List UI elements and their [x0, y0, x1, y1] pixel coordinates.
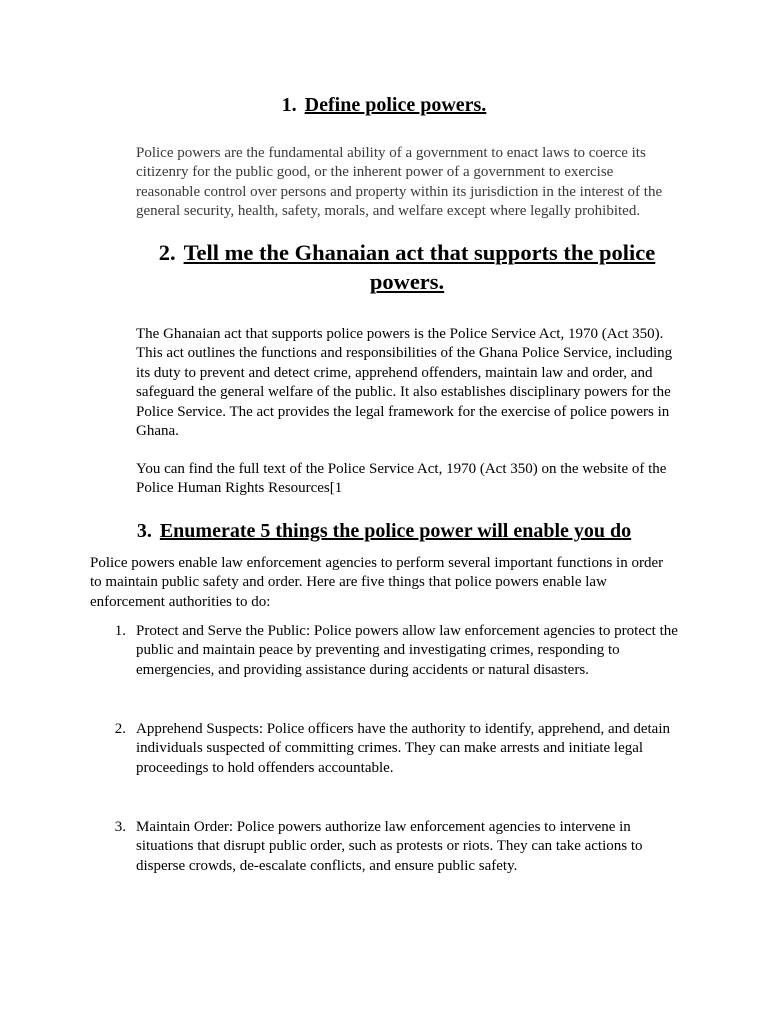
- section-2-heading: [136, 238, 678, 296]
- list-item: [104, 720, 678, 782]
- section-3-title: Enumerate 5 things the police power will enable you do: [159, 520, 632, 542]
- list-item-number: 3.: [114, 819, 126, 835]
- list-item-number: 2.: [114, 721, 126, 737]
- section-2-number: 2.: [158, 240, 176, 265]
- section-1-heading: [90, 91, 678, 120]
- list-item-number: 1.: [114, 623, 126, 639]
- section-2-reference-paragraph: You can find the full text of the Police Service Act, 1970 (Act 350) on the website of the Police Human Rights Resources[1: [136, 461, 667, 497]
- section-3-heading: [90, 517, 678, 546]
- section-1-title: Define police powers.: [304, 94, 487, 116]
- list-item: [104, 622, 678, 684]
- list-item-text: Apprehend Suspects: Police officers have the authority to identify, apprehend, and detain individuals suspected of committing crimes. They can make arrests and initiate legal proceedings to hold offenders accountable.: [136, 721, 671, 776]
- list-item-text: Protect and Serve the Public: Police powers allow law enforcement agencies to protect the public and maintain peace by preventing and investigating crimes, responding to emergencies, and providing assistance during accidents or natural disasters.: [136, 623, 678, 678]
- section-2-paragraph: The Ghanaian act that supports police powers is the Police Service Act, 1970 (Act 350). This act outlines the functions and responsibilities of the Ghana Police Service, including its duty to prevent and detect crime, apprehend offenders, maintain law and order, and safeguard the general welfare of the public. It also establishes disciplinary powers for the Police Service. The act provides the legal framework for the exercise of police powers in Ghana.: [136, 326, 673, 440]
- section-2-title: Tell me the Ghanaian act that supports the police powers.: [183, 240, 656, 294]
- section-3-intro: Police powers enable law enforcement agencies to perform several important functions in order to maintain public safety and order. Here are five things that police powers enable law enforcement authorities to do:: [90, 555, 664, 610]
- list-item-text: Maintain Order: Police powers authorize law enforcement agencies to intervene in situations that disrupt public order, such as protests or riots. They can take actions to disperse crowds, de-escalate conflicts, and ensure public safety.: [136, 819, 643, 874]
- section-3-number: 3.: [136, 520, 152, 542]
- list-item: [104, 818, 678, 880]
- section-1-paragraph: Police powers are the fundamental ability of a government to enact laws to coerce its citizenry for the public good, or the inherent power of a government to exercise reasonable control over persons and property within its jurisdiction in the interest of the general security, health, safety, morals, and welfare except where legally prohibited.: [136, 145, 663, 220]
- section-1-number: 1.: [281, 94, 297, 116]
